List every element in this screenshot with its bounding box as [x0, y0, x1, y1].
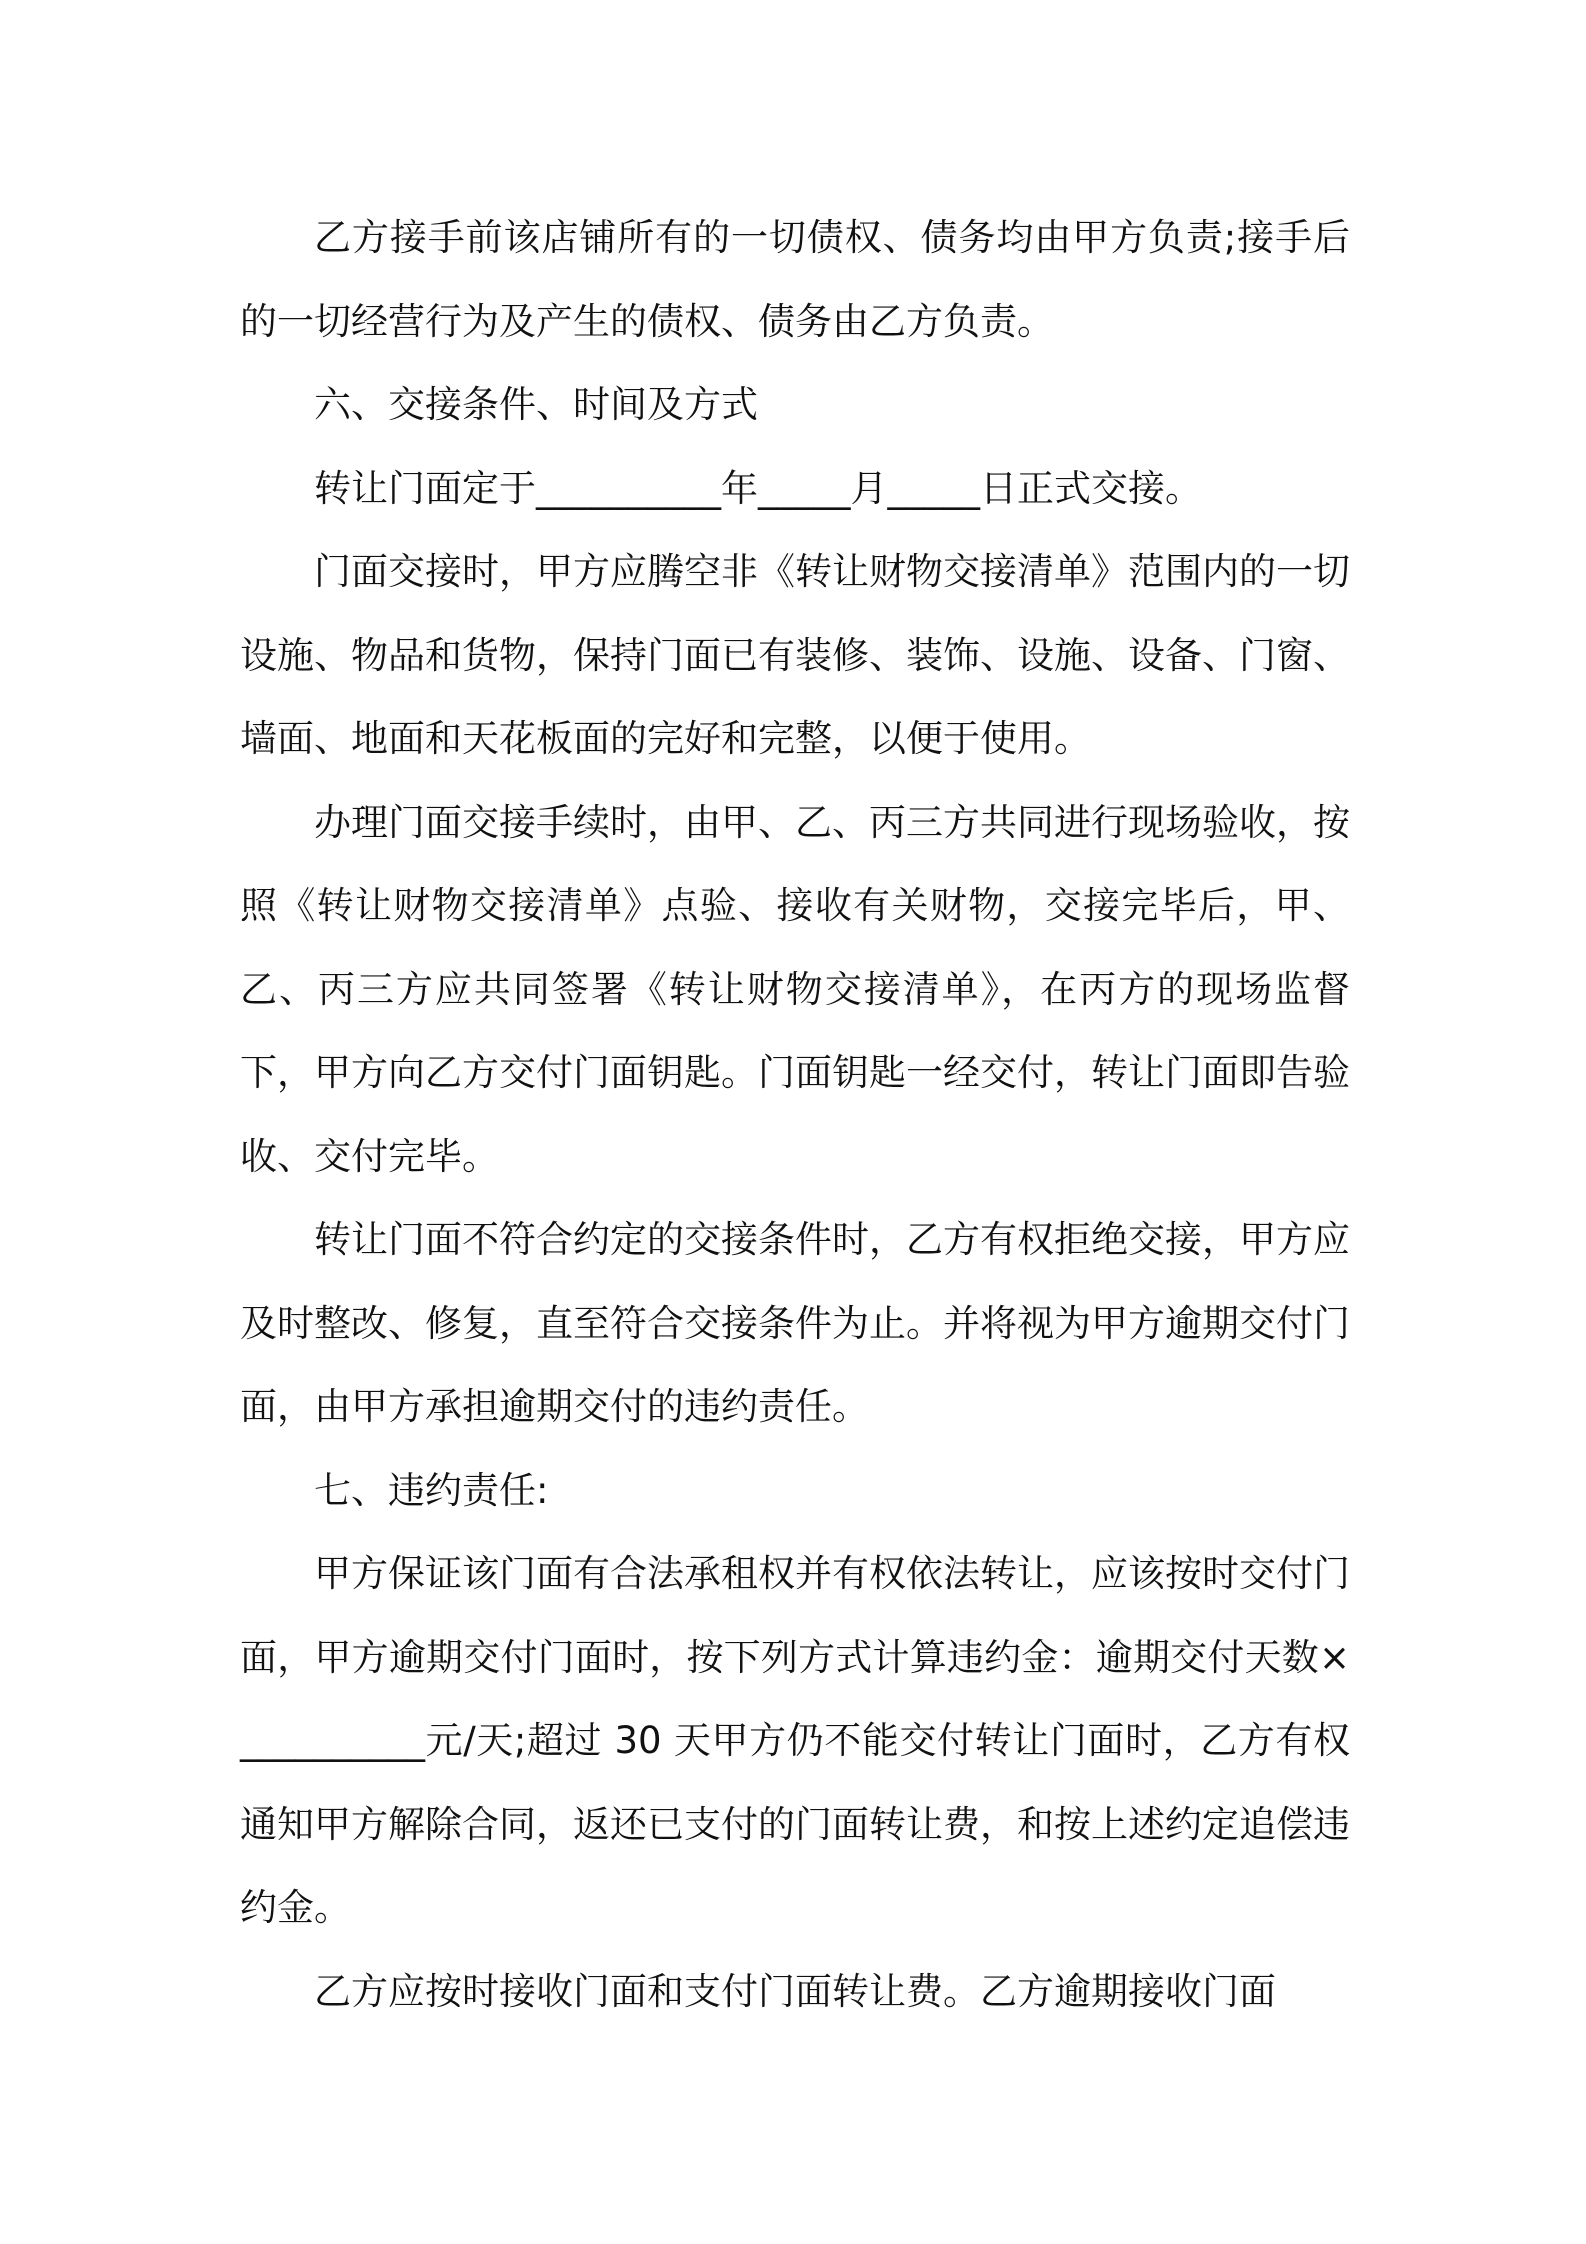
paragraph-handover-procedure: 办理门面交接手续时，由甲、乙、丙三方共同进行现场验收，按照《转让财物交接清单》点验、接收有关财物，交接完毕后，甲、乙、丙三方应共同签署《转让财物交接清单》，在丙方的现场监督下，甲方向乙方交付门面钥匙。门面钥匙一经交付，转让门面即告验收、交付完毕。 [240, 800, 1350, 1178]
section-heading-handover: 六、交接条件、时间及方式 [314, 383, 758, 426]
paragraph-rejection-right: 转让门面不符合约定的交接条件时，乙方有权拒绝交接，甲方应及时整改、修复，直至符合交接条件为止。并将视为甲方逾期交付门面，由甲方承担逾期交付的违约责任。 [240, 1218, 1350, 1428]
paragraph-handover-date: 转让门面定于__________年_____月_____日正式交接。 [314, 466, 1202, 510]
paragraph-debt-responsibility: 乙方接手前该店铺所有的一切债权、债务均由甲方负责;接手后的一切经营行为及产生的债权、债务由乙方负责。 [240, 216, 1350, 343]
paragraph-party-b-liability: 乙方应按时接收门面和支付门面转让费。乙方逾期接收门面 [314, 1969, 1276, 2013]
section-heading-liability: 七、违约责任: [314, 1468, 549, 1512]
document-page [240, 196, 1350, 2033]
paragraph-party-a-liability: 甲方保证该门面有合法承租权并有权依法转让，应该按时交付门面，甲方逾期交付门面时，按下列方式计算违约金：逾期交付天数×__________元/天;超过 30 天甲方仍不能交付转让门面时，乙方有权通知甲方解除合同，返还已支付的门面转让费，和按上述约定追偿违约金。 [240, 1552, 1350, 1929]
paragraph-handover-condition: 门面交接时，甲方应腾空非《转让财物交接清单》范围内的一切设施、物品和货物，保持门面已有装修、装饰、设施、设备、门窗、墙面、地面和天花板面的完好和完整，以便于使用。 [240, 550, 1350, 760]
